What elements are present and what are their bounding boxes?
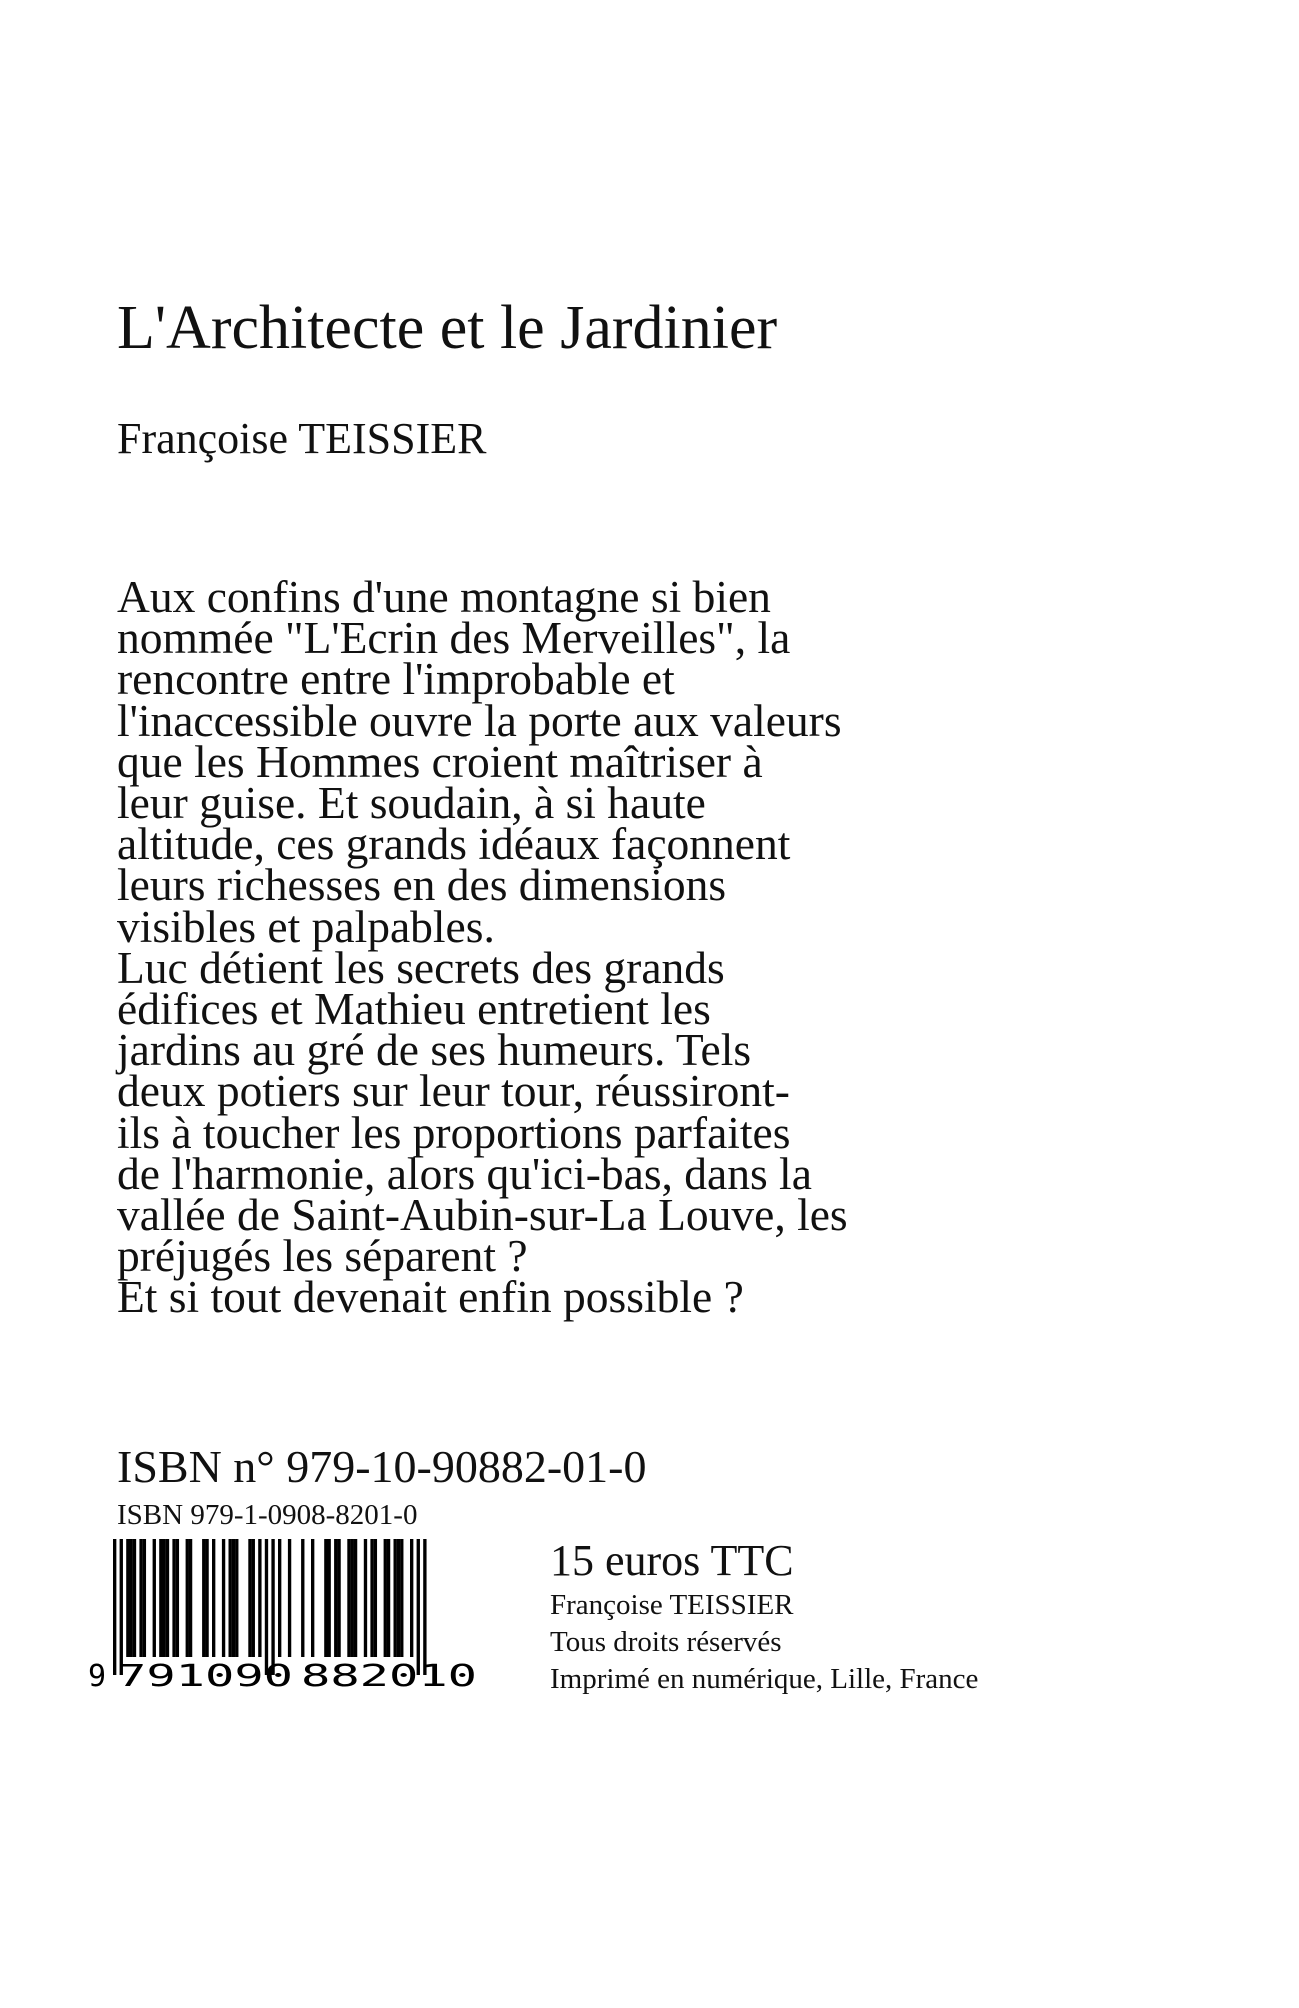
isbn-small: ISBN 979-1-0908-8201-0 <box>117 1499 418 1531</box>
blurb-line: leur guise. Et soudain, à si haute <box>117 777 706 829</box>
barcode-bar <box>205 1539 208 1657</box>
barcode-bar <box>252 1539 255 1657</box>
barcode-bar <box>235 1539 238 1657</box>
barcode-bar <box>126 1539 129 1657</box>
barcode-bar <box>351 1539 354 1657</box>
book-title: L'Architecte et le Jardinier <box>117 294 778 362</box>
printing-notice: Imprimé en numérique, Lille, France <box>550 1663 979 1695</box>
barcode-bar <box>176 1539 179 1657</box>
barcode-first-digit: 9 <box>88 1659 107 1694</box>
blurb-line: ils à toucher les proportions parfaites <box>117 1106 791 1158</box>
barcode-bar <box>163 1539 166 1657</box>
blurb-line: visibles et palpables. <box>117 900 495 952</box>
isbn-main: ISBN n° 979-10-90882-01-0 <box>117 1441 647 1492</box>
blurb-line: rencontre entre l'improbable et <box>117 653 675 705</box>
blurb-line: l'inaccessible ouvre la porte aux valeurs <box>117 694 842 746</box>
barcode-bar <box>186 1539 189 1657</box>
blurb <box>117 571 1257 1323</box>
barcode-bar <box>113 1539 116 1675</box>
book-author: Françoise TEISSIER <box>117 414 487 463</box>
barcode-bar <box>397 1539 400 1657</box>
barcode-bar <box>172 1539 175 1657</box>
blurb-line: Aux confins d'une montagne si bien <box>117 571 771 622</box>
barcode-bar <box>271 1539 274 1675</box>
barcode-bar <box>143 1539 146 1657</box>
barcode-bar <box>387 1539 390 1657</box>
barcode-bar <box>347 1539 350 1657</box>
barcode-bar <box>229 1539 232 1657</box>
barcode-bar <box>278 1539 281 1657</box>
barcode-bar <box>202 1539 205 1657</box>
barcode-bar <box>265 1539 268 1675</box>
blurb-line: de l'harmonie, alors qu'ici-bas, dans la <box>117 1147 812 1199</box>
barcode-bar <box>423 1539 426 1675</box>
barcode-left-digits: 791090 <box>117 1659 293 1694</box>
blurb-line: Et si tout devenait enfin possible ? <box>117 1271 744 1323</box>
blurb-line: altitude, ces grands idéaux façonnent <box>117 818 791 870</box>
barcode-bar <box>417 1539 420 1675</box>
barcode-bar <box>258 1539 261 1657</box>
barcode-bar <box>120 1539 123 1675</box>
barcode-bar <box>248 1539 251 1657</box>
barcode-bar <box>139 1539 142 1657</box>
barcode-bar <box>334 1539 337 1657</box>
barcode-bar <box>400 1539 403 1657</box>
blurb-line: que les Hommes croient maîtriser à <box>117 735 763 787</box>
blurb-line: Luc détient les secrets des grands <box>117 941 725 993</box>
barcode-bar <box>133 1539 136 1657</box>
barcode-bar <box>153 1539 156 1657</box>
blurb-line: préjugés les séparent ? <box>117 1230 528 1282</box>
blurb-line: nommée "L'Ecrin des Merveilles", la <box>117 612 791 664</box>
barcode-bar <box>222 1539 225 1657</box>
blurb-line: vallée de Saint-Aubin-sur-La Louve, les <box>117 1189 848 1241</box>
barcode-bar <box>189 1539 192 1657</box>
barcode-bar <box>337 1539 340 1657</box>
price: 15 euros TTC <box>550 1536 794 1585</box>
barcode-bar <box>159 1539 162 1657</box>
barcode <box>80 1535 500 1695</box>
blurb-line: deux potiers sur leur tour, réussiront- <box>117 1065 790 1117</box>
barcode-bar <box>166 1539 169 1657</box>
barcode-bar <box>410 1539 413 1657</box>
barcode-bar <box>328 1539 331 1657</box>
barcode-bar <box>370 1539 373 1657</box>
barcode-bar <box>301 1539 304 1657</box>
blurb-line: édifices et Mathieu entretient les <box>117 983 711 1035</box>
blurb-line: jardins au gré de ses humeurs. Tels <box>117 1024 752 1076</box>
publisher: Françoise TEISSIER <box>550 1589 794 1621</box>
rights-notice: Tous droits réservés <box>550 1626 782 1658</box>
barcode-bar <box>354 1539 357 1657</box>
barcode-bar <box>130 1539 133 1657</box>
barcode-bar <box>324 1539 327 1657</box>
barcode-right-digits: 882010 <box>301 1659 477 1694</box>
barcode-bar <box>364 1539 367 1657</box>
barcode-bar <box>394 1539 397 1657</box>
publication-info <box>550 1535 978 1698</box>
blurb-line: leurs richesses en des dimensions <box>117 859 727 911</box>
barcode-bar <box>384 1539 387 1657</box>
barcode-bars <box>113 1539 427 1675</box>
barcode-bar <box>374 1539 377 1657</box>
barcode-bar <box>311 1539 314 1657</box>
barcode-bar <box>288 1539 291 1657</box>
barcode-bar <box>232 1539 235 1657</box>
barcode-bar <box>212 1539 215 1657</box>
